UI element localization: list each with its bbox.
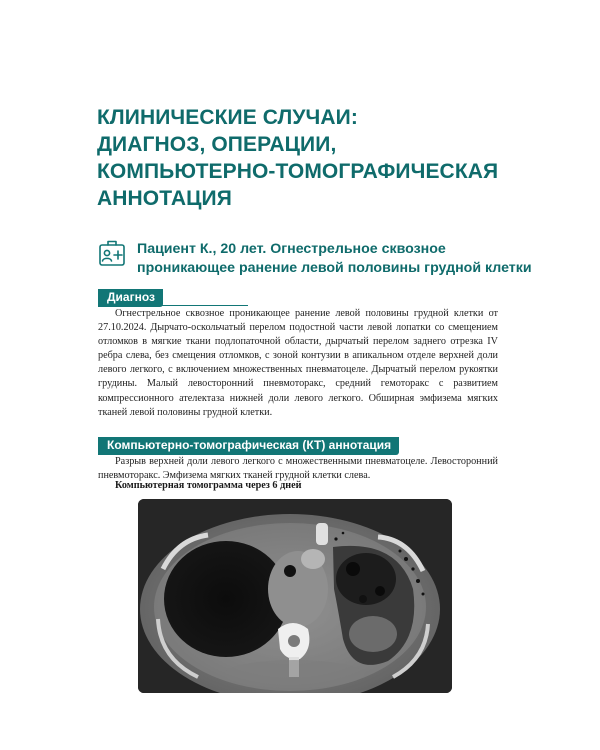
ct-annotation-text: Разрыв верхней доли левого легкого с множественными пневматоцеле. Левосторонний пневмоторакс. Эмфизема мягких тканей грудной клетки слева. <box>98 456 498 482</box>
ct-scan-graphic <box>138 499 452 693</box>
case-heading <box>137 240 537 278</box>
chapter-title-line: КЛИНИЧЕСКИЕ СЛУЧАИ: <box>97 106 358 129</box>
ct-annotation-rule <box>98 453 398 454</box>
diagnosis-text: Огнестрельное сквозное проникающее ранение левой половины грудной клетки от 27.10.2024. Дырчато-оскольчатый перелом подостной части левой лопатки со смещением отломков в мягкие ткани подлопаточной области, дырчатый перелом заднего отрезка IV ребра слева, без смещения отломков, с зоной контузии в апикальном отделе верхней доли левого легкого, с включением множественных пневматоцеле. Дырчатый перелом рукоятки грудины. Малый левосторонний пневмоторакс, средний гемоторакс с развитием компрессионного ателектаза нижней доли левого легкого. Обширная эмфизема мягких тканей левой половины грудной клетки. <box>98 308 498 418</box>
chapter-title-line: ДИАГНОЗ, ОПЕРАЦИИ, <box>97 133 337 156</box>
ct-annotation-label: Компьютерно-томографическая (КТ) аннотация <box>98 437 399 455</box>
chapter-title-line: КОМПЬЮТЕРНО-ТОМОГРАФИЧЕСКАЯ <box>97 160 499 183</box>
chapter-title-line: АННОТАЦИЯ <box>97 187 232 210</box>
diagnosis-label: Диагноз <box>98 289 163 307</box>
case-heading-line: проникающее ранение левой половины грудной клетки <box>137 260 532 276</box>
ct-scan-image <box>138 499 452 693</box>
figure-caption: Компьютерная томограмма через 6 дней <box>115 480 302 491</box>
medical-case-icon <box>98 238 128 268</box>
chapter-title <box>97 104 567 212</box>
diagnosis-rule <box>98 305 248 306</box>
case-heading-line: Пациент К., 20 лет. Огнестрельное сквозное <box>137 241 446 257</box>
